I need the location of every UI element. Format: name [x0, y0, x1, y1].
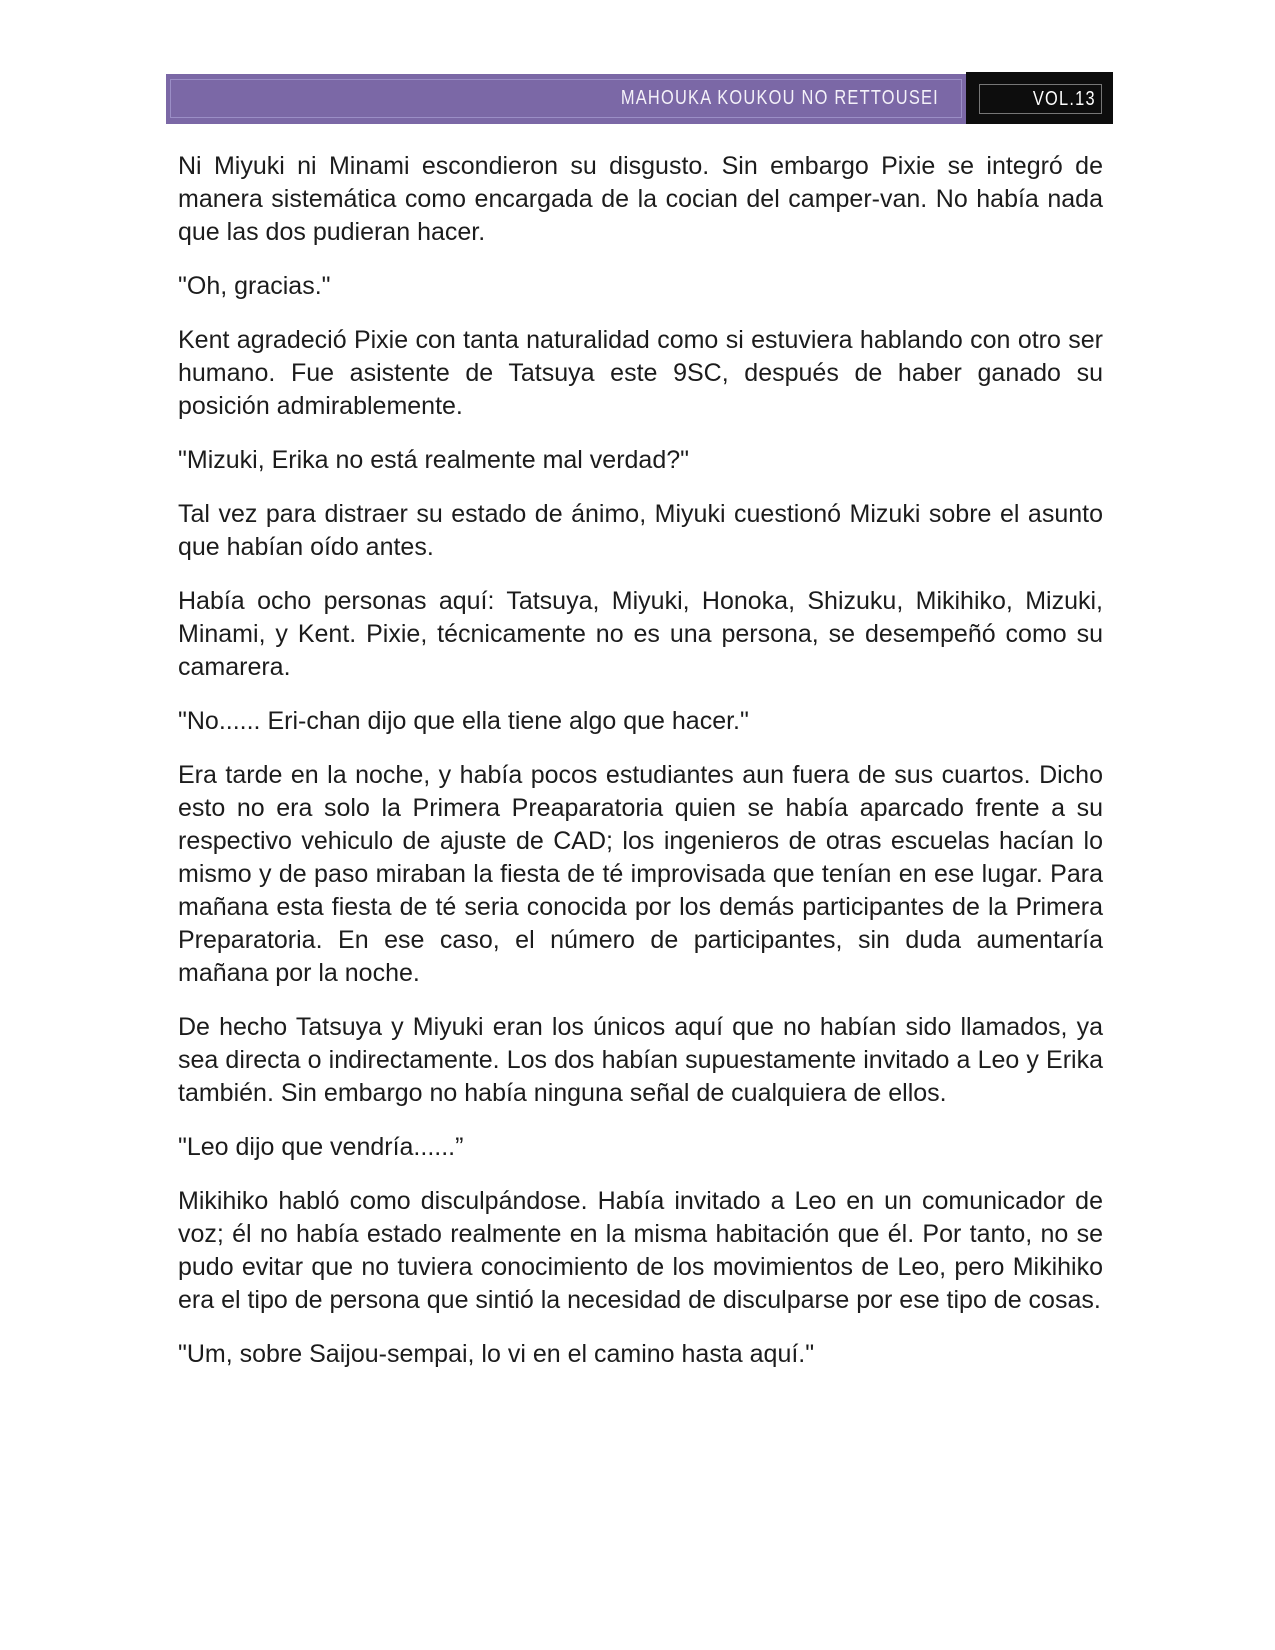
paragraph: Había ocho personas aquí: Tatsuya, Miyuki, Honoka, Shizuku, Mikihiko, Mizuki, Minami, y Kent. Pixie, técnicamente no es una persona, se desempeñó como su camarera. [178, 587, 1103, 681]
header-title: MAHOUKA KOUKOU NO RETTOUSEI [620, 87, 939, 109]
header-title-inner-border [170, 79, 962, 118]
paragraph: Era tarde en la noche, y había pocos estudiantes aun fuera de sus cuartos. Dicho esto no era solo la Primera Preaparatoria quien se había aparcado frente a su respectivo vehiculo de ajuste de CAD; los ingenieros de otras escuelas hacían lo mismo y de paso miraban la fiesta de té improvisada que tenían en ese lugar. Para mañana esta fiesta de té seria conocida por los demás participantes de la Primera Preparatoria. En ese caso, el número de participantes, sin duda aumentaría mañana por la noche. [178, 761, 1103, 987]
paragraph: Mikihiko habló como disculpándose. Había invitado a Leo en un comunicador de voz; él no había estado realmente en la misma habitación que él. Por tanto, no se pudo evitar que no tuviera conocimiento de los movimientos de Leo, pero Mikihiko era el tipo de persona que sintió la necesidad de disculparse por ese tipo de cosas. [178, 1187, 1103, 1314]
paragraph: "Mizuki, Erika no está realmente mal verdad?" [178, 446, 690, 474]
header-title-band [166, 74, 966, 124]
document-body [178, 150, 1103, 1392]
header-volume-inner-border [979, 84, 1102, 114]
header-volume-box [966, 72, 1113, 124]
paragraph: Kent agradeció Pixie con tanta naturalidad como si estuviera hablando con otro ser humano. Fue asistente de Tatsuya este 9SC, después de haber ganado su posición admirablemente. [178, 326, 1103, 420]
paragraph: "Um, sobre Saijou-sempai, lo vi en el camino hasta aquí." [178, 1340, 815, 1368]
paragraph: Ni Miyuki ni Minami escondieron su disgusto. Sin embargo Pixie se integró de manera sistemática como encargada de la cocian del camper-van. No había nada que las dos pudieran hacer. [178, 152, 1103, 246]
paragraph: "Oh, gracias." [178, 272, 331, 300]
paragraph: "No...... Eri-chan dijo que ella tiene algo que hacer." [178, 707, 749, 735]
paragraph: Tal vez para distraer su estado de ánimo, Miyuki cuestionó Mizuki sobre el asunto que habían oído antes. [178, 500, 1103, 561]
paragraph: De hecho Tatsuya y Miyuki eran los únicos aquí que no habían sido llamados, ya sea directa o indirectamente. Los dos habían supuestamente invitado a Leo y Erika también. Sin embargo no había ninguna señal de cualquiera de ellos. [178, 1013, 1103, 1107]
header-volume-label: VOL.13 [1033, 87, 1096, 110]
page-header [166, 72, 1113, 124]
paragraph: "Leo dijo que vendría......” [178, 1133, 464, 1161]
